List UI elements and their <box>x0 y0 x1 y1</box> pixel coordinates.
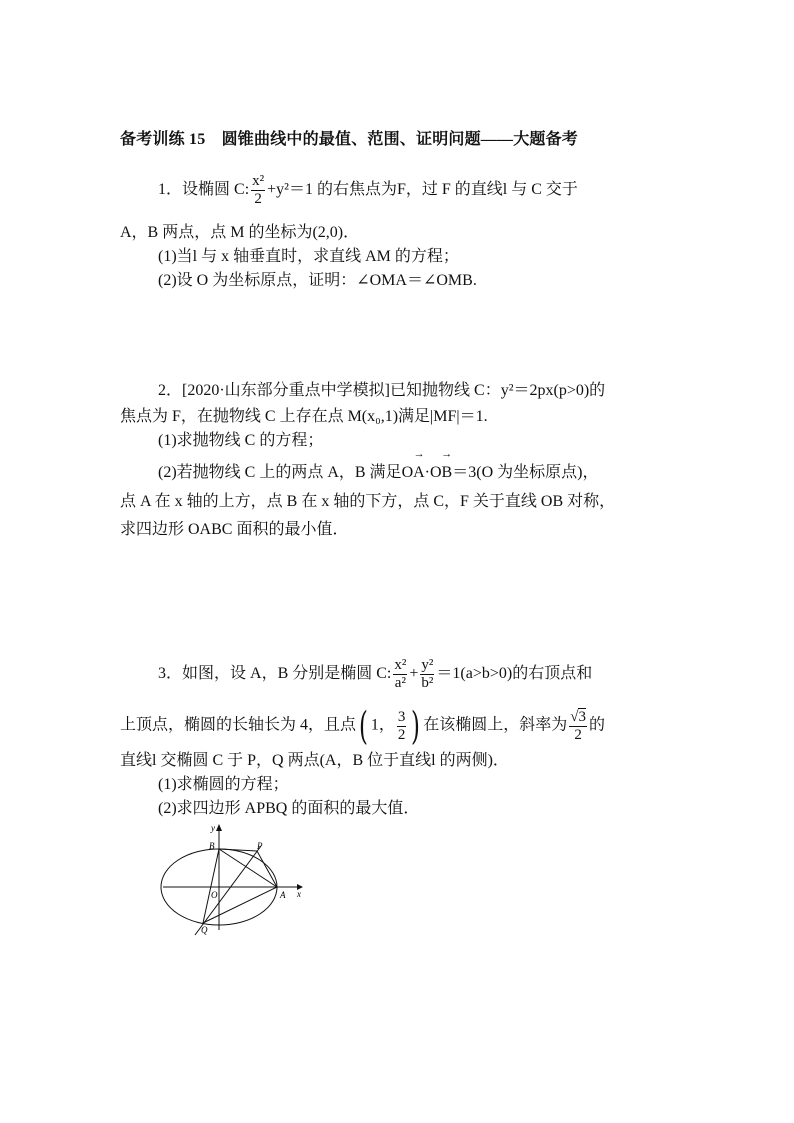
segment-bq <box>203 849 219 923</box>
frac-num: 3 <box>397 708 406 725</box>
problem-1-stem-pre: 设椭圆 C: <box>182 181 250 199</box>
label-y: y <box>211 823 215 833</box>
problem-3-part-2: (2)求四边形 APBQ 的面积的最大值． <box>158 800 420 817</box>
y-axis-arrow-icon <box>216 824 222 831</box>
point-x: 1， <box>370 716 395 734</box>
problem-1-part-2: (2)设 O 为坐标原点，证明：∠OMA＝∠OMB. <box>158 272 477 289</box>
problem-2-part-2-pre: (2)若抛物线 C 上的两点 A，B 满足 <box>158 464 402 481</box>
label-q: Q <box>201 925 208 935</box>
problem-1-number: 1． <box>158 181 183 199</box>
plus-sign: + <box>409 665 419 683</box>
frac-den: b² <box>421 675 434 691</box>
problem-3-stem-pre: 如图，设 A，B 分别是椭圆 C: <box>182 665 392 683</box>
frac-num <box>569 709 587 727</box>
problem-3-stem-line2 <box>120 706 605 746</box>
segment-pa <box>257 851 277 887</box>
problem-3-stem-post: ＝1(a>b>0)的右顶点和 <box>436 665 593 683</box>
frac-num: x² <box>252 173 265 189</box>
problem-1-stem-line2: A，B 两点，点 M 的坐标为(2,0)． <box>120 224 360 241</box>
problem-1-stem <box>158 173 578 208</box>
label-x: x <box>297 889 301 899</box>
problem-1-stem-post: +y²＝1 的右焦点为F，过 F 的直线l 与 C 交于 <box>267 181 578 199</box>
problem-3-l2-pre: 上顶点，椭圆的长轴长为 4，且点 <box>120 716 357 734</box>
fraction-sqrt3-over-2 <box>569 709 587 744</box>
label-o: O <box>211 890 218 900</box>
frac-den: 2 <box>397 726 406 743</box>
frac-num: x² <box>394 657 407 673</box>
problem-2-line-b: 求四边形 OABC 面积的最小值． <box>120 521 349 538</box>
problem-3-part-1: (1)求椭圆的方程； <box>158 776 289 793</box>
fraction-x2-over-a2 <box>393 657 407 692</box>
ellipse-figure <box>155 818 315 943</box>
problem-3-number: 3． <box>158 665 183 683</box>
problem-3-l2-post: 的 <box>588 716 605 734</box>
fraction-y2-over-b2 <box>420 657 434 692</box>
problem-2-stem-l1: 已知抛物线 C：y²＝2px(p>0)的 <box>390 382 606 399</box>
problem-2-line-a: 点 A 在 x 轴的上方，点 B 在 x 轴的下方，点 C，F 关于直线 OB 对称， <box>120 493 616 510</box>
problem-1-part-1: (1)当l 与 x 轴垂直时，求直线 AM 的方程； <box>158 248 459 265</box>
label-a: A <box>280 890 286 900</box>
vector-oa: → OA <box>402 461 425 485</box>
left-paren-icon: ( <box>358 704 368 748</box>
problem-2-stem <box>158 379 605 403</box>
right-paren-icon: ) <box>411 704 421 748</box>
page-title: 备考训练 15 圆锥曲线中的最值、范围、证明问题——大题备考 <box>120 131 579 148</box>
problem-2-stem-line2: 焦点为 F，在抛物线 C 上存在点 M(x₀,1)满足|MF|＝1. <box>120 408 488 425</box>
frac-den: a² <box>394 675 406 691</box>
problem-3-l2-mid: 在该椭圆上，斜率为 <box>423 716 568 734</box>
label-b: B <box>209 841 215 851</box>
problem-2-part-2 <box>158 461 598 485</box>
problem-2-part-1: (1)求抛物线 C 的方程； <box>158 432 324 449</box>
problem-3-stem <box>158 657 592 692</box>
problem-2-part-2-post: ＝3(O 为坐标原点)， <box>452 464 599 481</box>
frac-den: 2 <box>254 191 262 207</box>
frac-num: y² <box>421 657 434 673</box>
frac-den: 2 <box>574 726 582 743</box>
label-p: P <box>257 841 263 851</box>
problem-2-number: 2． <box>158 382 183 399</box>
fraction-3-over-2 <box>397 709 407 744</box>
sqrt-sign: √ <box>570 708 579 725</box>
fraction-x2-over-2 <box>251 173 265 208</box>
problem-3-stem-line3: 直线l 交椭圆 C 于 P，Q 两点(A，B 位于直线l 的两侧)． <box>120 752 509 769</box>
problem-2-source: [2020·山东部分重点中学模拟] <box>182 382 391 399</box>
dot-operator: · <box>424 464 430 481</box>
radicand: 3 <box>578 708 586 725</box>
vector-ob: → OB <box>430 461 452 485</box>
segment-ab <box>219 849 277 887</box>
